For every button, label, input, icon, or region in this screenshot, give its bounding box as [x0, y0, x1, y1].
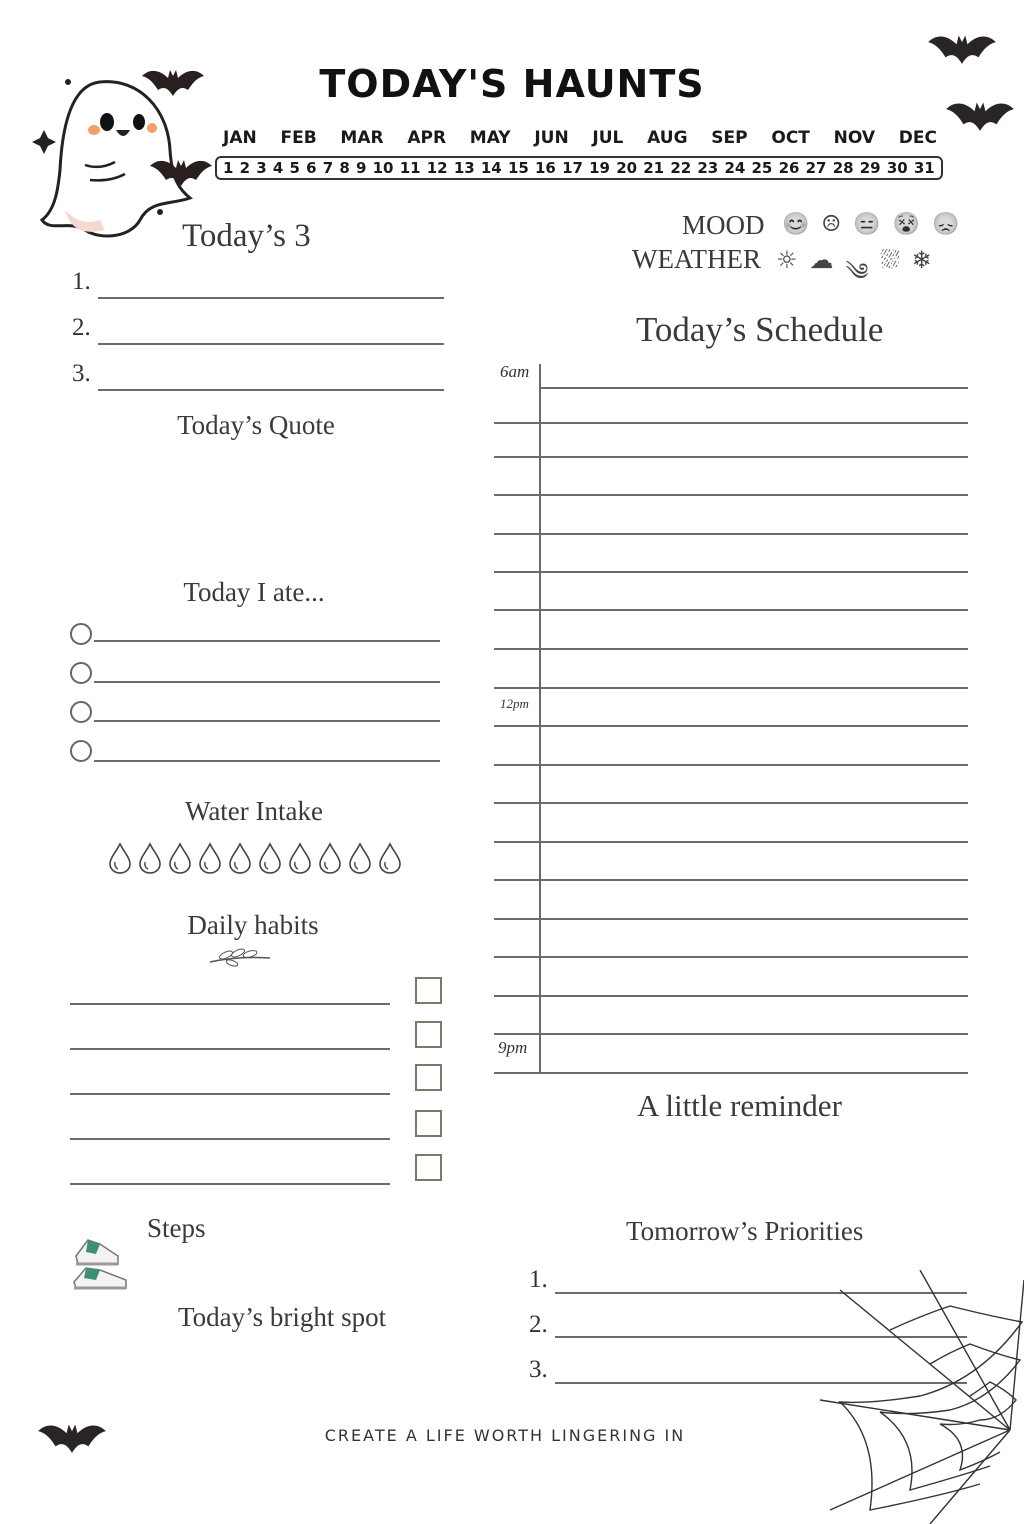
steps-heading: Steps [147, 1213, 206, 1243]
tomorrow-priorities-heading: Tomorrow’s Priorities [626, 1216, 864, 1246]
day-15[interactable]: 15 [507, 159, 529, 177]
day-9[interactable]: 9 [356, 159, 367, 177]
bright-spot-heading: Today’s bright spot [178, 1302, 387, 1332]
month-aug[interactable]: AUG [647, 128, 688, 148]
ate-line-4[interactable] [94, 760, 440, 762]
schedule-line[interactable] [494, 609, 968, 611]
wind-icon[interactable]: ༄ [845, 258, 869, 286]
day-1[interactable]: 1 [223, 159, 234, 177]
day-31[interactable]: 31 [913, 159, 935, 177]
ate-line-3[interactable] [94, 720, 440, 722]
weather-label: WEATHER [632, 244, 761, 274]
tomorrow-number-2: 2. [529, 1311, 548, 1338]
todays-3-line-1[interactable] [98, 297, 444, 299]
mood-face-icon-1[interactable]: 😊 [782, 212, 810, 237]
day-14[interactable]: 14 [480, 159, 502, 177]
today-i-ate-heading: Today I ate... [183, 577, 325, 607]
habit-checkbox-4[interactable] [415, 1110, 442, 1137]
day-10[interactable]: 10 [372, 159, 394, 177]
page-title: TODAY'S HAUNTS [319, 62, 705, 106]
schedule-line[interactable] [494, 571, 968, 573]
water-intake-heading: Water Intake [185, 796, 323, 826]
schedule-line[interactable] [494, 533, 968, 535]
mood-face-icon-4[interactable]: 😵 [892, 212, 920, 237]
mood-face-icon-2[interactable]: ☹ [821, 212, 842, 237]
water-drop-icon[interactable] [348, 842, 372, 874]
day-20[interactable]: 20 [616, 159, 638, 177]
cloud-icon[interactable]: ☁ [809, 246, 834, 274]
day-30[interactable]: 30 [886, 159, 908, 177]
day-12[interactable]: 12 [426, 159, 448, 177]
ate-line-1[interactable] [94, 640, 440, 642]
water-drop-icon[interactable] [318, 842, 342, 874]
schedule-line[interactable] [494, 764, 968, 766]
habit-line-2[interactable] [70, 1048, 390, 1050]
day-24[interactable]: 24 [724, 159, 746, 177]
water-drop-icon[interactable] [108, 842, 132, 874]
month-feb[interactable]: FEB [280, 128, 317, 148]
day-2[interactable]: 2 [239, 159, 251, 177]
month-may[interactable]: MAY [469, 128, 511, 148]
schedule-line[interactable] [494, 956, 968, 958]
sun-icon[interactable]: ☼ [776, 246, 798, 274]
schedule-line[interactable] [494, 841, 968, 843]
schedule-line[interactable] [494, 687, 968, 689]
schedule-line[interactable] [494, 918, 968, 920]
habit-line-4[interactable] [70, 1138, 390, 1140]
day-5[interactable]: 5 [289, 159, 300, 177]
ate-checkbox-3[interactable] [70, 701, 92, 723]
day-7[interactable]: 7 [322, 159, 334, 177]
todays-quote-heading: Today’s Quote [177, 410, 335, 440]
schedule-line[interactable] [494, 995, 968, 997]
leaf-icon [208, 944, 272, 968]
todays-3-number-2: 2. [72, 314, 91, 341]
day-16[interactable]: 16 [535, 159, 556, 177]
ate-checkbox-2[interactable] [70, 662, 92, 684]
todays-3-heading: Today’s 3 [182, 218, 311, 254]
spider-web-icon [810, 1270, 1024, 1524]
footer-tagline: CREATE A LIFE WORTH LINGERING IN [324, 1426, 686, 1445]
day-19[interactable]: 19 [589, 159, 610, 177]
ate-line-2[interactable] [94, 681, 440, 683]
water-drop-icon[interactable] [288, 842, 312, 874]
mood-icons [782, 212, 959, 237]
water-drop-icon[interactable] [168, 842, 192, 874]
habit-checkbox-1[interactable] [415, 977, 442, 1004]
mood-face-icon-5[interactable]: 😞 [931, 212, 960, 237]
time-label-6am: 6am [500, 362, 530, 381]
rain-icon[interactable]: ⛆ [880, 246, 900, 274]
day-4[interactable]: 4 [272, 159, 284, 177]
day-selector [215, 156, 943, 180]
habit-line-5[interactable] [70, 1183, 390, 1185]
todays-3-line-2[interactable] [98, 343, 444, 345]
habit-line-1[interactable] [70, 1003, 390, 1005]
habit-checkbox-3[interactable] [415, 1064, 442, 1091]
mood-face-icon-3[interactable]: 😑 [853, 212, 881, 237]
month-jun[interactable]: JUN [534, 128, 569, 148]
month-oct[interactable]: OCT [771, 128, 810, 148]
water-drops [108, 842, 402, 874]
schedule-line[interactable] [494, 648, 968, 650]
schedule-line[interactable] [494, 456, 968, 458]
day-23[interactable]: 23 [697, 159, 719, 177]
tomorrow-number-3: 3. [529, 1356, 548, 1383]
todays-3-line-3[interactable] [98, 389, 444, 391]
habit-checkbox-5[interactable] [415, 1154, 442, 1181]
schedule-line[interactable] [494, 422, 968, 424]
schedule-line[interactable] [494, 1033, 968, 1035]
day-13[interactable]: 13 [453, 159, 475, 177]
water-drop-icon[interactable] [228, 842, 252, 874]
snow-icon[interactable]: ❄ [911, 246, 932, 274]
month-jul[interactable]: JUL [592, 128, 624, 148]
day-22[interactable]: 22 [670, 159, 692, 177]
water-drop-icon[interactable] [258, 842, 282, 874]
ate-checkbox-1[interactable] [70, 623, 92, 645]
weather-icons [776, 246, 932, 313]
schedule-line[interactable] [494, 1072, 968, 1074]
day-26[interactable]: 26 [778, 159, 800, 177]
sneakers-icon [70, 1234, 132, 1296]
schedule-line[interactable] [494, 802, 968, 804]
mood-label: MOOD [682, 210, 765, 240]
month-dec[interactable]: DEC [898, 128, 937, 148]
day-11[interactable]: 11 [399, 159, 421, 177]
month-jan[interactable]: JAN [223, 128, 257, 148]
month-nov[interactable]: NOV [833, 128, 876, 148]
habit-line-3[interactable] [70, 1093, 390, 1095]
schedule-line[interactable] [494, 494, 968, 496]
water-drop-icon[interactable] [378, 842, 402, 874]
schedule-vertical-line [539, 364, 541, 1074]
habit-checkbox-2[interactable] [415, 1021, 442, 1048]
schedule-heading: Today’s Schedule [636, 310, 884, 349]
water-drop-icon[interactable] [198, 842, 222, 874]
day-27[interactable]: 27 [805, 159, 827, 177]
bat-icon [148, 155, 214, 197]
month-apr[interactable]: APR [407, 128, 447, 148]
todays-3-number-1: 1. [72, 268, 91, 295]
schedule-line[interactable] [541, 387, 968, 389]
day-21[interactable]: 21 [643, 159, 665, 177]
day-29[interactable]: 29 [859, 159, 881, 177]
tomorrow-number-1: 1. [529, 1266, 548, 1293]
ate-checkbox-4[interactable] [70, 740, 92, 762]
month-sep[interactable]: SEP [711, 128, 748, 148]
time-label-9pm: 9pm [498, 1038, 528, 1057]
day-25[interactable]: 25 [751, 159, 773, 177]
reminder-heading: A little reminder [637, 1088, 842, 1123]
day-8[interactable]: 8 [339, 159, 350, 177]
day-17[interactable]: 17 [562, 159, 583, 177]
day-6[interactable]: 6 [306, 159, 317, 177]
month-selector [215, 128, 945, 148]
day-28[interactable]: 28 [832, 159, 854, 177]
schedule-line[interactable] [494, 879, 968, 881]
schedule-line[interactable] [494, 725, 968, 727]
daily-habits-heading: Daily habits [187, 910, 319, 940]
time-label-12pm: 12pm [500, 696, 529, 711]
water-drop-icon[interactable] [138, 842, 162, 874]
todays-3-number-3: 3. [72, 360, 91, 387]
month-mar[interactable]: MAR [340, 128, 384, 148]
day-3[interactable]: 3 [256, 159, 267, 177]
